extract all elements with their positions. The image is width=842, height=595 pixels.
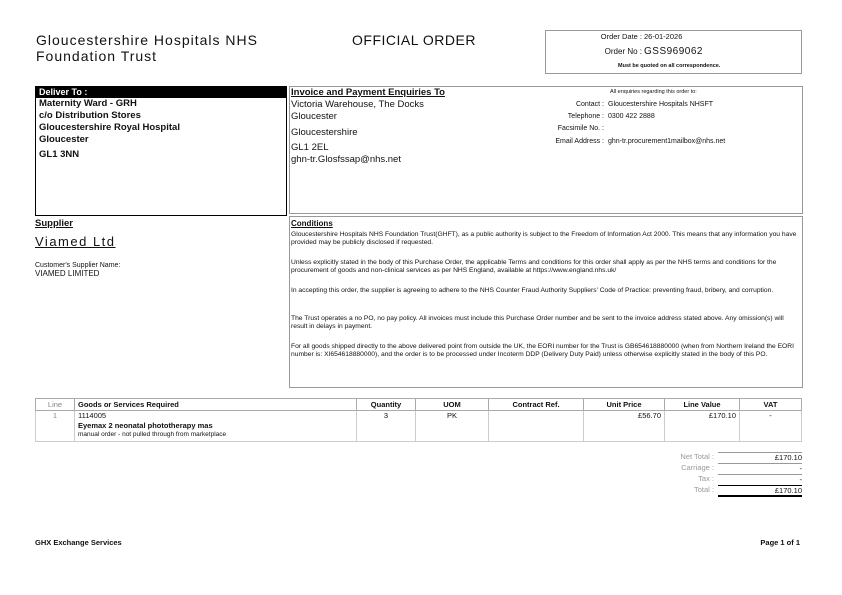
- cell-note: manual order - not pulled through from marketplace: [75, 431, 357, 442]
- carriage-value: -: [718, 463, 802, 473]
- cell-code: 1114005: [75, 411, 357, 422]
- condition-paragraph: In accepting this order, the supplier is agreeing to adhere to the NHS Counter Fraud Authority Suppliers' Code of Practice: preventing fraud, bribery, and corruption.: [291, 287, 774, 294]
- order-date-value: 26-01-2026: [644, 32, 683, 41]
- phone-value: 0300 422 2888: [608, 113, 655, 120]
- footer-left: GHX Exchange Services: [35, 538, 122, 547]
- deliver-line: Maternity Ward - GRH: [39, 98, 137, 109]
- order-lines-table: [35, 398, 802, 442]
- table-row-note: [36, 431, 802, 442]
- condition-paragraph: Unless explicitly stated in the body of this Purchase Order, the applicable Terms and conditions for this order shall apply as per the NHS terms and conditions for the procurement of goods and non-clinical services as per NHS England, available at https://www.england.nhs.uk/: [291, 259, 777, 274]
- fax-label: Facsimile No. :: [557, 125, 604, 132]
- condition-paragraph: Gloucestershire Hospitals NHS Foundation Trust(GHFT), as a public authority is subject to the Freedom of Information Act 2000. This means that any information you have provided may be publicly disclosed if requested.: [291, 231, 797, 246]
- supplier-name: Viamed Ltd: [35, 234, 116, 249]
- net-total-row: [600, 452, 802, 463]
- total-label: Total :: [693, 485, 714, 494]
- phone-label: Telephone :: [567, 113, 604, 120]
- net-total-label: Net Total :: [680, 452, 714, 461]
- order-no-label: Order No :: [604, 47, 642, 56]
- invoice-line: Gloucestershire: [291, 127, 358, 138]
- org-line-2: Foundation Trust: [36, 48, 158, 64]
- footer-page-number: Page 1 of 1: [760, 538, 800, 547]
- col-unit-price: Unit Price: [584, 399, 665, 411]
- deliver-line: Gloucester: [39, 134, 89, 145]
- col-vat: VAT: [740, 399, 802, 411]
- supplier-heading: Supplier: [35, 218, 74, 229]
- cell-desc: Eyemax 2 neonatal phototherapy mas: [75, 421, 357, 431]
- order-note: Must be quoted on all correspondence.: [618, 63, 721, 69]
- deliver-to-heading: Deliver To :: [36, 87, 286, 98]
- total-value: £170.10: [718, 485, 802, 497]
- cell-unit-price: £56.70: [584, 411, 665, 422]
- email-value[interactable]: ghn-tr.procurement1mailbox@nhs.net: [608, 138, 726, 145]
- carriage-row: [600, 463, 802, 474]
- order-info-box: [545, 30, 802, 74]
- net-total-value: £170.10: [718, 452, 802, 462]
- cell-line-value: £170.10: [665, 411, 740, 422]
- invoice-heading: Invoice and Payment Enquiries To: [291, 87, 445, 98]
- enquiries-heading: All enquiries regarding this order to:: [610, 89, 697, 95]
- tax-row: [600, 474, 802, 485]
- invoice-line: GL1 2EL: [291, 142, 329, 153]
- col-line: Line: [36, 399, 75, 411]
- condition-paragraph: The Trust operates a no PO, no pay policy. All invoices must include this Purchase Order number and be sent to the invoice address stated above. Any omission(s) will result in delays in payment.: [291, 315, 784, 330]
- col-goods: Goods or Services Required: [75, 399, 357, 411]
- cell-line: 1: [36, 411, 75, 422]
- table-header-row: [36, 399, 802, 411]
- invoice-box: [289, 86, 803, 214]
- supplier-sub: [35, 262, 120, 278]
- organisation-name: [36, 32, 258, 64]
- tax-label: Tax :: [698, 474, 714, 483]
- cell-uom: PK: [416, 411, 489, 422]
- contact-value: Gloucestershire Hospitals NHSFT: [608, 101, 714, 108]
- supplier-sub-label: Customer's Supplier Name:: [35, 262, 121, 269]
- cell-qty: 3: [357, 411, 416, 422]
- col-contract-ref: Contract Ref.: [489, 399, 584, 411]
- conditions-heading: Conditions: [291, 219, 333, 228]
- col-uom: UOM: [416, 399, 489, 411]
- table-row: [36, 411, 802, 422]
- order-no-value: GSS969062: [644, 46, 703, 57]
- col-line-value: Line Value: [665, 399, 740, 411]
- contact-label: Contact :: [575, 101, 604, 108]
- email-label: Email Address :: [555, 138, 604, 145]
- deliver-line: Gloucestershire Royal Hospital: [39, 122, 180, 133]
- total-row: [600, 485, 802, 496]
- conditions-box: [289, 216, 803, 388]
- document-title: OFFICIAL ORDER: [352, 32, 476, 48]
- carriage-label: Carriage :: [681, 463, 714, 472]
- table-row-desc: [36, 421, 802, 431]
- totals-block: [600, 452, 802, 496]
- deliver-line: GL1 3NN: [39, 149, 80, 160]
- cell-contract: [489, 411, 584, 422]
- invoice-line: Victoria Warehouse, The Docks: [291, 99, 424, 110]
- supplier-sub-value: VIAMED LIMITED: [35, 269, 100, 278]
- col-quantity: Quantity: [357, 399, 416, 411]
- tax-value: -: [718, 474, 802, 484]
- deliver-to-box: [35, 86, 287, 216]
- invoice-email[interactable]: ghn-tr.Glosfssap@nhs.net: [291, 154, 401, 165]
- condition-paragraph: For all goods shipped directly to the above delivered point from outside the UK, the EORI number for the Trust is GB654618880000 (when from Northern Ireland the EORI number is: XI654618880000), and the order is to be processed under Incoterm DDP (Delivery Duty Paid) unless otherwise explicitly stated in the body of this PO.: [291, 343, 794, 358]
- invoice-line: Gloucester: [291, 111, 337, 122]
- cell-vat: -: [740, 411, 802, 422]
- deliver-line: c/o Distribution Stores: [39, 110, 141, 121]
- order-date-label: Order Date :: [600, 32, 642, 41]
- org-line-1: Gloucestershire Hospitals NHS: [36, 32, 258, 48]
